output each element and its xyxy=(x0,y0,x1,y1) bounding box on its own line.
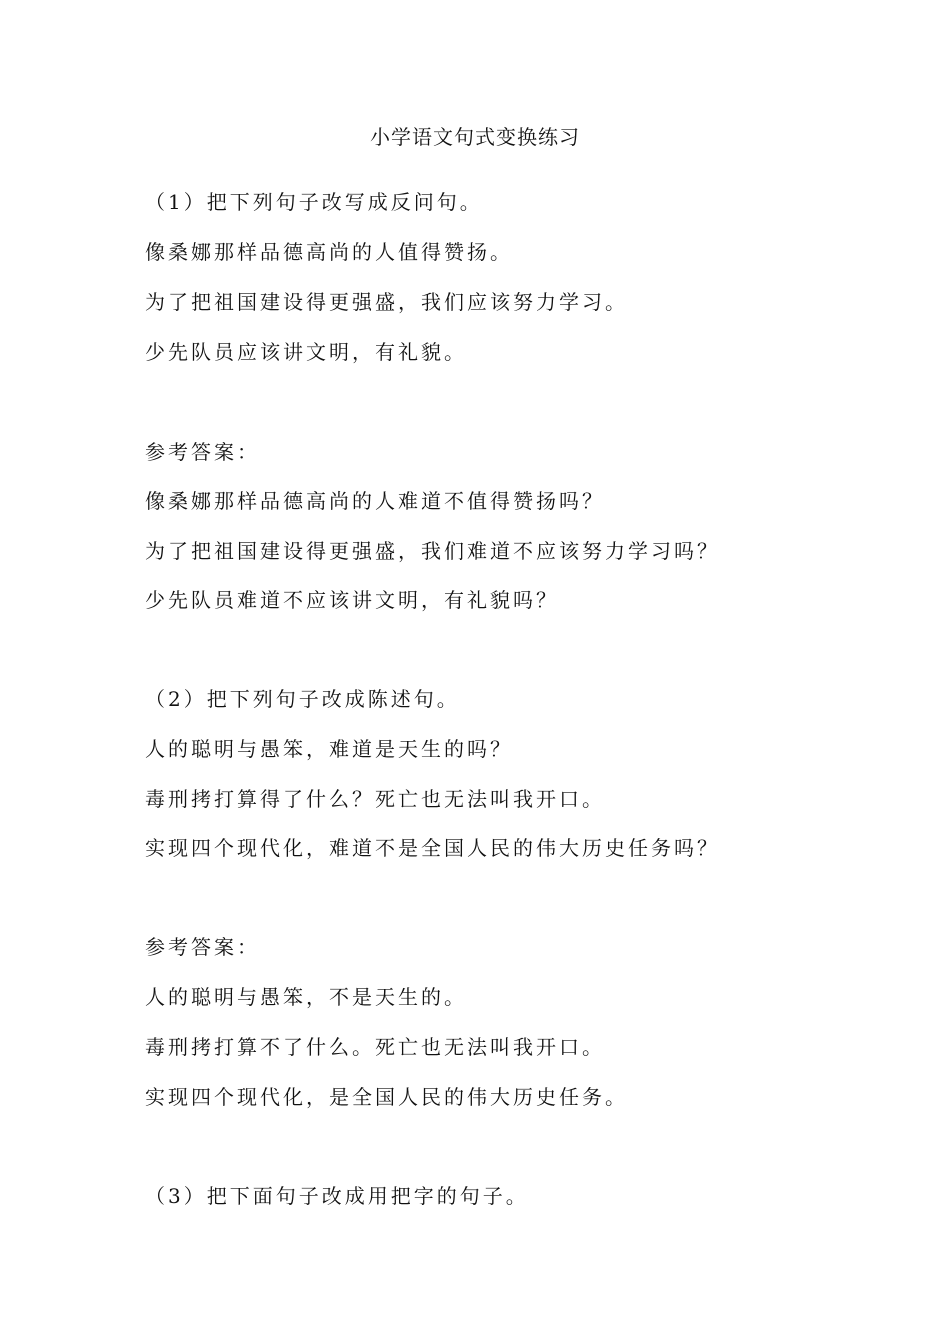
question-line: 像桑娜那样品德高尚的人值得赞扬。 xyxy=(145,240,513,264)
question-line: 少先队员应该讲文明，有礼貌。 xyxy=(145,340,467,364)
answer-label: 参考答案： xyxy=(145,935,260,959)
answer-label: 参考答案： xyxy=(145,440,260,464)
answer-line: 为了把祖国建设得更强盛，我们难道不应该努力学习吗？ xyxy=(145,539,720,563)
answer-line: 像桑娜那样品德高尚的人难道不值得赞扬吗？ xyxy=(145,489,605,513)
document-title: 小学语文句式变换练习 xyxy=(370,125,580,149)
question-line: 为了把祖国建设得更强盛，我们应该努力学习。 xyxy=(145,290,628,314)
question-line: 人的聪明与愚笨，难道是天生的吗？ xyxy=(145,737,513,761)
section-heading: （2）把下列句子改成陈述句。 xyxy=(145,687,460,711)
question-line: 实现四个现代化，难道不是全国人民的伟大历史任务吗？ xyxy=(145,836,720,860)
section-heading: （1）把下列句子改写成反问句。 xyxy=(145,190,483,214)
answer-line: 实现四个现代化，是全国人民的伟大历史任务。 xyxy=(145,1085,628,1109)
answer-line: 毒刑拷打算不了什么。死亡也无法叫我开口。 xyxy=(145,1035,605,1059)
section-heading: （3）把下面句子改成用把字的句子。 xyxy=(145,1184,529,1208)
answer-line: 少先队员难道不应该讲文明，有礼貌吗？ xyxy=(145,588,559,612)
answer-line: 人的聪明与愚笨，不是天生的。 xyxy=(145,985,467,1009)
question-line: 毒刑拷打算得了什么？死亡也无法叫我开口。 xyxy=(145,787,605,811)
